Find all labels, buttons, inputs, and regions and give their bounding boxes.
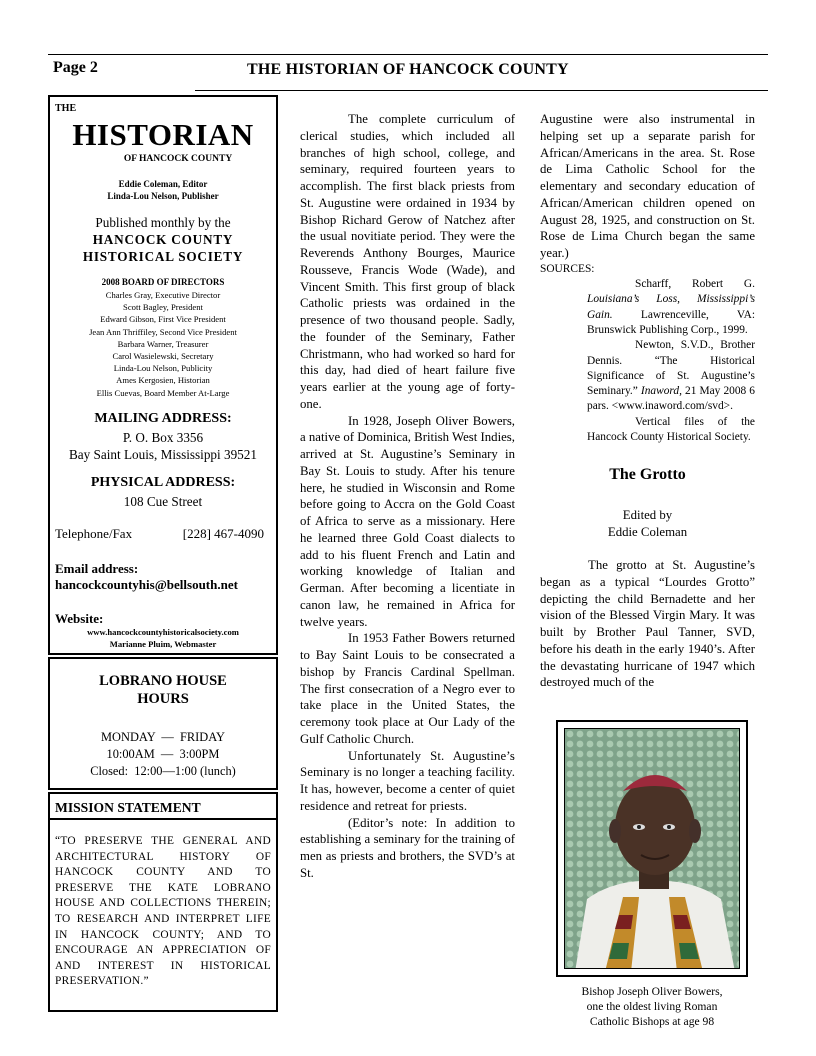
hours-closed: Closed: 12:00—1:00 (lunch) xyxy=(90,764,236,778)
board-member: Ellis Cuevas, Board Member At-Large xyxy=(96,387,230,398)
bishop-photo-frame xyxy=(556,720,748,977)
hours-box xyxy=(48,657,278,790)
phone-label: Telephone/Fax xyxy=(55,526,133,541)
website-link[interactable]: www.hancockcountyhistoricalsociety.com xyxy=(87,627,239,637)
top-rule xyxy=(48,54,768,55)
mission-title: MISSION STATEMENT xyxy=(55,800,201,815)
article-paragraph: In 1928, Joseph Oliver Bowers, a native of Dominica, British West Indies, arrived at St. Augustine’s Seminary in Bay St. Louis to study. After his tenure here, he studied in Wisconsin and Rome before going to Accra on the Gold Coast of Africa to serve as a missionary. Here he learned three Gold Coast dialects to add to his fluent French and Latin and working knowledge of Italian and German. After becoming a licentiate in canon law, he remained in Africa for twelve years. xyxy=(300,413,515,629)
photo-caption xyxy=(540,984,764,1030)
edited-by: Edited by xyxy=(622,508,673,522)
mission-box xyxy=(48,792,278,1012)
grotto-heading: The Grotto xyxy=(609,466,686,483)
board-member: Edward Gibson, First Vice President xyxy=(100,314,226,325)
article-paragraph: The complete curriculum of clerical studies, which included all branches of high school, college, and seminary, required fourteen years to accomplish. The first black priests from St. Augustine were ordained in 1934 by Bishop Richard Gerow of Natchez after the usual novitiate period. They were the Reverends Anthony Bourges, Maurice Rousseve, Francis Wode (Wade), and Vincent Smith. This first group of black Catholic priests was ordained in the presence of two thousand people. Sadly, the founder of the Seminary, Father Christmann, who had worked so hard for this day, had died of heart failure five years earlier at the young age of forty-one. xyxy=(300,112,515,411)
bishop-portrait-illustration xyxy=(565,729,740,969)
email-link[interactable]: hancockcountyhis@bellsouth.net xyxy=(55,577,238,592)
webmaster: Marianne Pluim, Webmaster xyxy=(109,639,217,649)
mission-text: “TO PRESERVE THE GENERAL AND ARCHITECTURAL HISTORY OF HANCOCK COUNTY AND TO PRESERVE THE KATE LOBRANO HOUSE AND COLLECTIONS THEREIN; TO RESEARCH AND INTERPRET LIFE IN HANCOCK COUNTY; AND TO ENCOURAGE AN APPRECIATION OF AND INTEREST IN HISTORICAL PRESERVATION.” xyxy=(55,835,271,988)
board-member: Barbara Warner, Treasurer xyxy=(117,338,209,349)
running-title: THE HISTORIAN OF HANCOCK COUNTY xyxy=(247,61,569,78)
mailing-line1: P. O. Box 3356 xyxy=(122,430,204,445)
hours-title-line2: HOURS xyxy=(137,691,189,707)
mailing-label: MAILING ADDRESS: xyxy=(94,411,232,426)
mailing-line2: Bay Saint Louis, Mississippi 39521 xyxy=(69,447,257,462)
physical-label: PHYSICAL ADDRESS: xyxy=(90,475,236,490)
masthead-the: THE xyxy=(55,103,77,114)
source-entry: Vertical files of the Hancock County Historical Society. xyxy=(587,415,755,444)
source-entry: Scharff, Robert G. Louisiana’s Loss, Mississippi’s Gain. Lawrenceville, VA: Brunswick Publishing Corp., 1999. xyxy=(587,278,755,336)
caption-line: one the oldest living Roman xyxy=(586,1000,718,1014)
society-line1: HANCOCK COUNTY xyxy=(92,232,234,247)
board-member: Linda-Lou Nelson, Publicity xyxy=(113,363,213,374)
society-line2: HISTORICAL SOCIETY xyxy=(82,249,244,264)
grotto-column xyxy=(540,557,755,691)
published-line: Published monthly by the xyxy=(95,215,231,230)
board-list xyxy=(50,289,276,399)
masthead-title: HISTORIAN xyxy=(72,117,254,152)
grotto-paragraph: The grotto at St. Augustine’s began as a typical “Lourdes Grotto” depicting the child Bernadette and her vision of the Blessed Virgin Mary. It was built by Brother Paul Tanner, SVD, before his death in the early 1940’s. After the devastating hurricane of 1947 which destroyed much of the xyxy=(540,558,755,690)
board-member: Ames Kergosien, Historian xyxy=(116,375,210,386)
sources xyxy=(540,262,755,446)
email-label: Email address: xyxy=(55,561,139,576)
article-paragraph-continuation: Augustine were also instrumental in helping set up a separate parish for African/Americans in the area. St. Rose de Lima Catholic School for the elementary and secondary education of African/American children opened on August 28, 1925, and construction on St. Rose de Lima Church began the same year.) xyxy=(540,112,755,260)
source-entry: Newton, S.V.D., Brother Dennis. “The Historical Significance of St. Augustine’s Seminary.” Inaword, 21 May 2008 6 pars. <www.inaword.com/svd>. xyxy=(587,339,755,413)
masthead-publisher: Linda-Lou Nelson, Publisher xyxy=(107,191,219,201)
board-member: Scott Bagley, President xyxy=(123,302,203,313)
article-paragraph: Unfortunately St. Augustine’s Seminary is no longer a teaching facility. It has, however, become a center of quiet residence and retreat for priests. xyxy=(300,748,515,813)
board-member: Carol Wasielewski, Secretary xyxy=(112,351,214,362)
hours-days: MONDAY — FRIDAY xyxy=(101,730,225,744)
grotto-editor: Eddie Coleman xyxy=(607,524,688,539)
article-column-middle xyxy=(300,111,515,882)
masthead-box xyxy=(48,95,278,655)
grotto-byline xyxy=(540,507,755,540)
physical-line: 108 Cue Street xyxy=(123,494,203,509)
bishop-photo xyxy=(564,728,740,969)
masthead-editor: Eddie Coleman, Editor xyxy=(118,179,208,189)
phone-value: [228] 467-4090 xyxy=(182,526,264,541)
header-rule xyxy=(195,90,768,91)
board-member: Charles Gray, Executive Director xyxy=(105,290,221,300)
article-column-right xyxy=(540,111,755,445)
masthead-subtitle: OF HANCOCK COUNTY xyxy=(123,154,233,164)
sources-label: SOURCES: xyxy=(540,262,595,275)
article-paragraph-continued: (Editor’s note: In addition to establishing a seminary for the training of men as priests and brothers, the SVD’s at St. xyxy=(300,815,515,880)
hours-title-line1: LOBRANO HOUSE xyxy=(99,673,227,689)
article-paragraph: In 1953 Father Bowers returned to Bay Saint Louis to be consecrated a bishop by Francis Cardinal Spellman. The first consecration of a Negro ever to take place in the United States, the ceremony took place at Our Lady of the Gulf Catholic Church. xyxy=(300,631,515,746)
board-member: Jean Ann Thriffiley, Second Vice President xyxy=(89,326,237,337)
board-title: 2008 BOARD OF DIRECTORS xyxy=(101,277,225,287)
page-number: Page 2 xyxy=(53,59,98,76)
caption-line: Catholic Bishops at age 98 xyxy=(589,1015,715,1029)
website-label: Website: xyxy=(55,611,104,626)
mission-rule xyxy=(50,818,276,820)
caption-line: Bishop Joseph Oliver Bowers, xyxy=(581,985,723,998)
hours-time: 10:00AM — 3:00PM xyxy=(106,747,220,761)
